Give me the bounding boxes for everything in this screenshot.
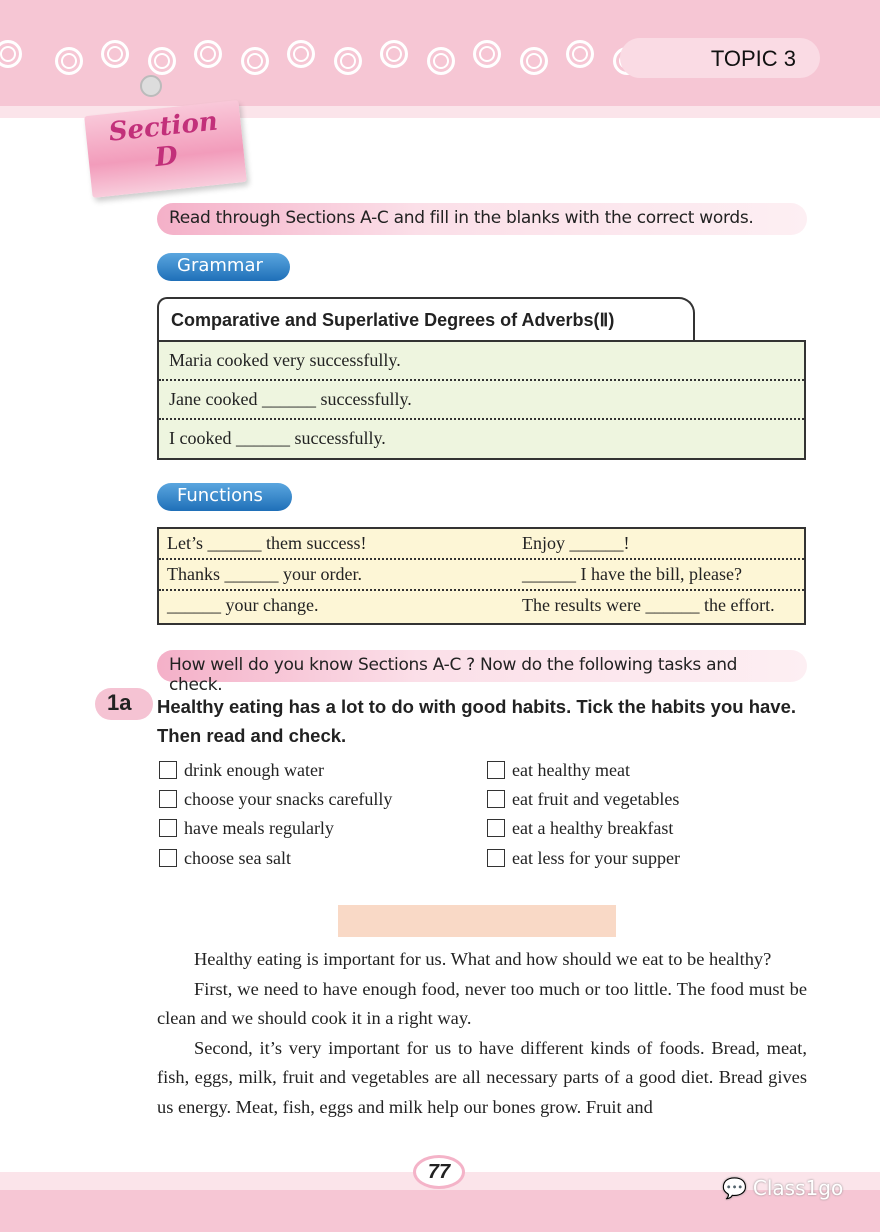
paragraph: Second, it’s very important for us to have different kinds of foods. Bread, meat, fish, eggs, milk, fruit and vegetables are all necessary parts of a good diet. Bread gives us energy. Meat, fish, eggs and milk help our bones grow. Fruit and (157, 1037, 807, 1117)
ring-decoration (101, 40, 129, 68)
section-word: Section (107, 106, 220, 148)
checkbox[interactable] (159, 790, 177, 808)
habit-label: choose sea salt (184, 847, 291, 868)
functions-row (159, 560, 804, 591)
habit-checkbox-item[interactable] (159, 816, 334, 840)
function-item: Thanks ______ your order. (167, 564, 362, 584)
ring-decoration (241, 47, 269, 75)
habit-label: have meals regularly (184, 817, 334, 838)
habit-label: eat less for your supper (512, 847, 680, 868)
checkbox[interactable] (487, 761, 505, 779)
paragraph: Healthy eating is important for us. What and how should we eat to be healthy? (194, 949, 772, 969)
checkbox[interactable] (159, 849, 177, 867)
section-sign (84, 100, 247, 198)
functions-row (159, 529, 804, 560)
habit-checkbox-item[interactable] (159, 787, 392, 811)
instruction-banner: Read through Sections A-C and fill in the blanks with the correct words. (157, 203, 807, 235)
topic-label: TOPIC 3 (620, 38, 820, 78)
function-item: ______ your change. (167, 595, 319, 615)
checkbox[interactable] (487, 849, 505, 867)
ring-decoration (334, 47, 362, 75)
pin-icon (140, 75, 162, 97)
task-number-badge: 1a (95, 688, 153, 720)
function-item: Enjoy ______! (522, 533, 630, 553)
ring-decoration (148, 47, 176, 75)
ring-decoration (55, 47, 83, 75)
function-item: Let’s ______ them success! (167, 533, 367, 553)
ring-decoration (520, 47, 548, 75)
function-item: The results were ______ the effort. (522, 595, 775, 615)
page-number: 77 (413, 1155, 465, 1189)
checkbox[interactable] (159, 761, 177, 779)
habit-checkbox-item[interactable] (487, 816, 673, 840)
watermark (722, 1176, 843, 1200)
chat-bubbles-icon: 💬 (722, 1176, 747, 1200)
ring-decoration (194, 40, 222, 68)
functions-row (159, 591, 804, 622)
habit-label: eat a healthy breakfast (512, 817, 674, 838)
habit-checkbox-item[interactable] (159, 758, 324, 782)
checkbox[interactable] (159, 819, 177, 837)
habit-label: eat fruit and vegetables (512, 788, 680, 809)
habit-label: drink enough water (184, 759, 324, 780)
habit-checkbox-item[interactable] (487, 846, 680, 870)
grammar-row: Maria cooked very successfully. (159, 342, 804, 381)
ring-decoration (427, 47, 455, 75)
habit-checkbox-item[interactable] (487, 758, 630, 782)
habit-checkbox-item[interactable] (159, 846, 291, 870)
instruction-banner-2: How well do you know Sections A-C ? Now do the following tasks and check. (157, 650, 807, 682)
function-item: ______ I have the bill, please? (522, 564, 742, 584)
ring-decoration (380, 40, 408, 68)
ring-decoration (566, 40, 594, 68)
checkbox[interactable] (487, 819, 505, 837)
grammar-row: I cooked ______ successfully. (169, 428, 386, 448)
section-letter: D (153, 140, 180, 174)
functions-label: Functions (157, 483, 292, 511)
habit-label: eat healthy meat (512, 759, 630, 780)
paragraph: First, we need to have enough food, never too much or too little. The food must be clean and we should cook it in a right way. (157, 978, 807, 1029)
task-instruction: Healthy eating has a lot to do with good habits. Tick the habits you have. Then read and check. (157, 696, 797, 746)
title-placeholder-bar (338, 905, 616, 937)
functions-table (157, 527, 806, 625)
grammar-table (157, 340, 806, 460)
grammar-label: Grammar (157, 253, 290, 281)
habit-checkbox-item[interactable] (487, 787, 679, 811)
reading-passage (157, 945, 807, 1123)
ring-decoration (287, 40, 315, 68)
watermark-text: Class1go (752, 1176, 844, 1200)
checkbox[interactable] (487, 790, 505, 808)
grammar-row: Jane cooked ______ successfully. (159, 381, 804, 420)
ring-decoration (473, 40, 501, 68)
habit-label: choose your snacks carefully (184, 788, 393, 809)
grammar-title: Comparative and Superlative Degrees of Adverbs(Ⅱ) (157, 297, 695, 341)
